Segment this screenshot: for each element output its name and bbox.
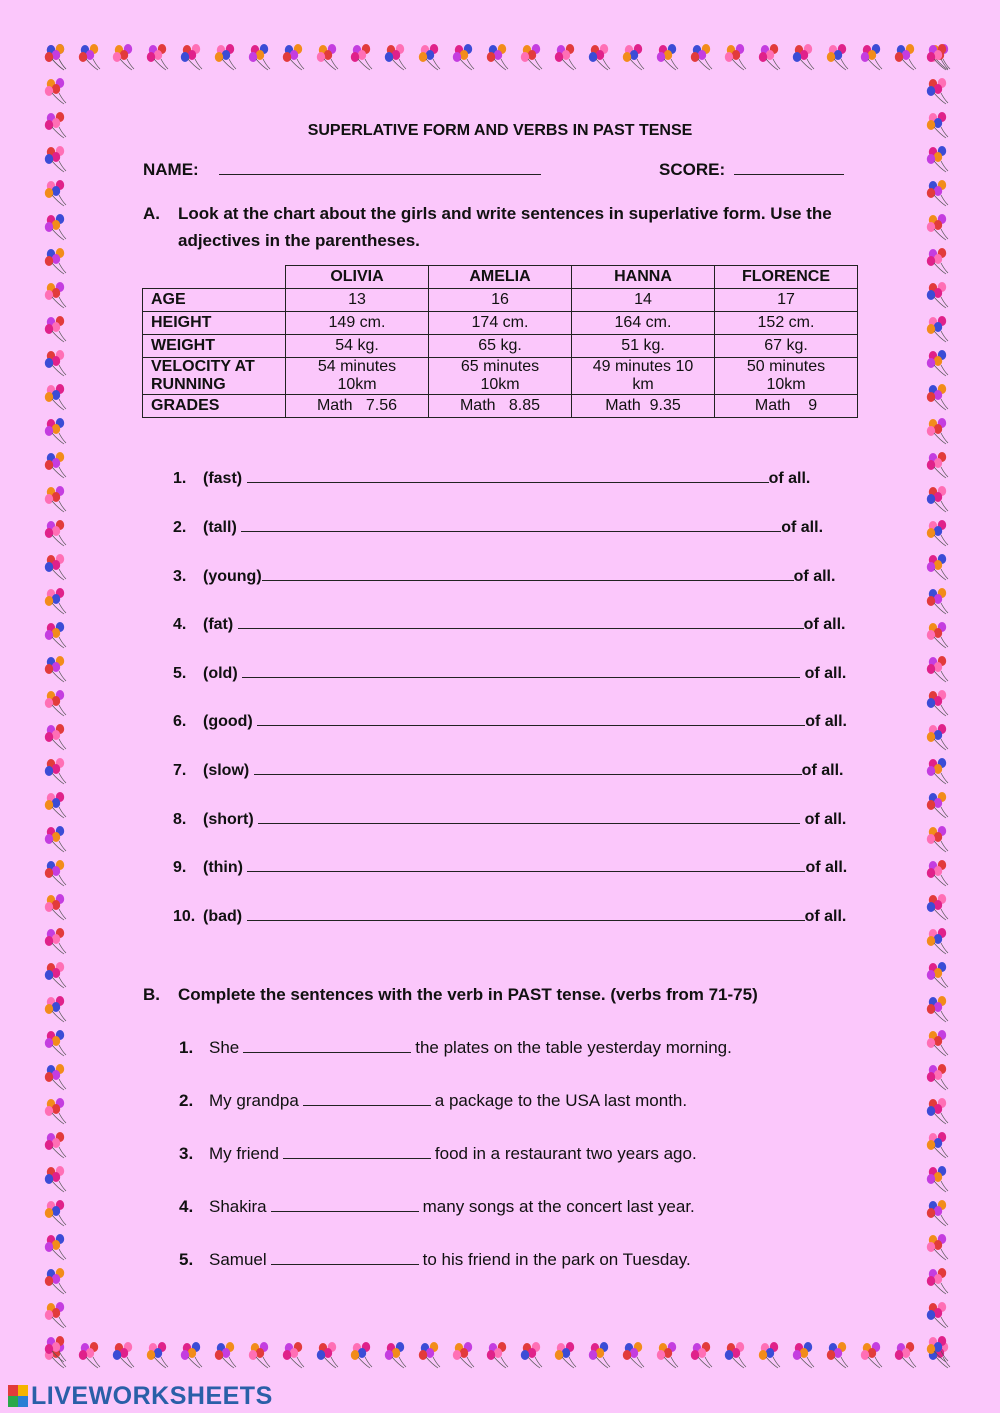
table-cell: 149 cm.: [286, 312, 429, 335]
balloon-icon: [45, 1064, 66, 1090]
balloon-border-right: [922, 40, 958, 1374]
balloon-icon: [861, 1342, 882, 1368]
exercise-ending: of all.: [801, 762, 844, 779]
balloon-icon: [45, 860, 66, 886]
balloon-icon: [657, 1342, 678, 1368]
balloon-icon: [927, 962, 948, 988]
exercise-number: 5.: [179, 1250, 194, 1269]
exercise-number: 2.: [173, 519, 187, 536]
balloon-icon: [45, 588, 66, 614]
balloon-icon: [927, 1336, 948, 1362]
balloon-icon: [45, 350, 66, 376]
sentence-end: to his friend in the park on Tuesday.: [422, 1250, 691, 1269]
balloon-icon: [589, 1342, 610, 1368]
sentence-start: My grandpa: [209, 1091, 299, 1110]
balloon-icon: [487, 1342, 508, 1368]
verb-blank[interactable]: [271, 1197, 419, 1212]
balloon-icon: [827, 1342, 848, 1368]
section-b-instruction: [143, 985, 758, 1005]
balloon-icon: [927, 928, 948, 954]
balloon-border-left: [40, 40, 76, 1374]
answer-blank[interactable]: [247, 468, 769, 483]
exercise-ending: of all.: [768, 470, 811, 487]
balloon-icon: [113, 44, 134, 70]
brand-name: LIVEWORKSHEETS: [31, 1381, 273, 1410]
balloon-icon: [927, 214, 948, 240]
exercise-b-1: [179, 1038, 732, 1058]
exercise-a-7: [173, 760, 843, 780]
balloon-icon: [453, 44, 474, 70]
balloon-icon: [927, 282, 948, 308]
balloon-icon: [79, 44, 100, 70]
sentence-end: the plates on the table yesterday morning.: [415, 1038, 732, 1057]
balloon-icon: [927, 316, 948, 342]
balloon-icon: [45, 146, 66, 172]
name-label: NAME:: [143, 160, 199, 179]
table-cell: 16: [429, 289, 572, 312]
table-row: [143, 312, 858, 335]
balloon-icon: [45, 78, 66, 104]
balloon-icon: [927, 350, 948, 376]
exercise-ending: of all.: [803, 616, 846, 633]
table-cell: Math 8.85: [429, 395, 572, 418]
balloon-icon: [927, 1302, 948, 1328]
answer-blank[interactable]: [238, 614, 804, 629]
column-header: OLIVIA: [286, 266, 429, 289]
exercise-a-10: [173, 906, 846, 926]
table-cell: 174 cm.: [429, 312, 572, 335]
balloon-icon: [725, 1342, 746, 1368]
exercise-adjective: (old): [203, 665, 238, 682]
balloon-icon: [45, 1268, 66, 1294]
answer-blank[interactable]: [241, 517, 781, 532]
balloon-icon: [927, 622, 948, 648]
balloon-icon: [249, 44, 270, 70]
worksheet-title: SUPERLATIVE FORM AND VERBS IN PAST TENSE: [307, 122, 693, 139]
table-cell: 54 kg.: [286, 335, 429, 358]
score-blank[interactable]: [734, 160, 844, 175]
table-cell: Math 9: [715, 395, 858, 418]
exercise-number: 7.: [173, 762, 187, 779]
balloon-icon: [45, 316, 66, 342]
table-cell: 65 kg.: [429, 335, 572, 358]
balloon-icon: [927, 1098, 948, 1124]
section-a-label: A.: [143, 204, 160, 223]
balloon-icon: [555, 44, 576, 70]
exercise-adjective: (slow): [203, 762, 250, 779]
exercise-ending: of all.: [804, 665, 847, 682]
exercise-ending: of all.: [805, 713, 847, 730]
balloon-icon: [45, 520, 66, 546]
answer-blank[interactable]: [242, 663, 800, 678]
exercise-ending: of all.: [793, 568, 836, 585]
balloon-icon: [45, 656, 66, 682]
exercise-ending: of all.: [805, 859, 848, 876]
balloon-icon: [45, 282, 66, 308]
balloon-icon: [927, 1064, 948, 1090]
balloon-icon: [45, 1234, 66, 1260]
table-cell: 13: [286, 289, 429, 312]
row-header: GRADES: [143, 395, 286, 418]
balloon-icon: [351, 1342, 372, 1368]
cell-line: 54 minutes: [317, 358, 397, 375]
balloon-icon: [927, 44, 948, 70]
table-row: [143, 289, 858, 312]
table-cell: 152 cm.: [715, 312, 858, 335]
balloon-icon: [927, 1132, 948, 1158]
exercise-adjective: (tall): [203, 519, 237, 536]
balloon-border-top: [40, 40, 958, 76]
table-row: [143, 358, 858, 395]
balloon-icon: [623, 1342, 644, 1368]
cell-line: 50 minutes: [746, 358, 826, 375]
exercise-a-6: [173, 711, 847, 731]
balloon-icon: [181, 1342, 202, 1368]
exercise-adjective: (short): [203, 811, 254, 828]
exercise-a-4: [173, 614, 845, 634]
exercise-number: 8.: [173, 811, 187, 828]
balloon-icon: [419, 1342, 440, 1368]
balloon-border-bottom: [40, 1338, 958, 1374]
balloon-icon: [927, 1234, 948, 1260]
balloon-icon: [927, 996, 948, 1022]
balloon-icon: [895, 1342, 916, 1368]
balloon-icon: [589, 44, 610, 70]
cell-line: 65 minutes: [460, 358, 540, 375]
balloon-icon: [385, 44, 406, 70]
table-cell: [715, 358, 858, 395]
exercise-number: 10.: [173, 908, 196, 925]
exercise-number: 1.: [179, 1038, 194, 1057]
verb-blank[interactable]: [283, 1144, 431, 1159]
balloon-icon: [45, 622, 66, 648]
exercise-ending: of all.: [781, 519, 824, 536]
cell-line: 10km: [480, 376, 520, 393]
section-b-text: Complete the sentences with the verb in PAST tense. (verbs from 71-75): [178, 985, 758, 1004]
exercise-number: 4.: [179, 1197, 194, 1216]
verb-blank[interactable]: [303, 1091, 431, 1106]
answer-blank[interactable]: [262, 566, 794, 581]
exercise-a-8: [173, 809, 846, 829]
balloon-icon: [45, 554, 66, 580]
balloon-icon: [45, 996, 66, 1022]
balloon-icon: [927, 792, 948, 818]
balloon-icon: [555, 1342, 576, 1368]
table-cell: 51 kg.: [572, 335, 715, 358]
balloon-icon: [453, 1342, 474, 1368]
row-header: HEIGHT: [143, 312, 286, 335]
balloon-icon: [927, 146, 948, 172]
sentence-start: Samuel: [209, 1250, 267, 1269]
exercise-b-5: [179, 1250, 691, 1270]
exercise-number: 2.: [179, 1091, 194, 1110]
name-blank[interactable]: [219, 160, 541, 175]
exercise-number: 1.: [173, 470, 187, 487]
exercise-b-3: [179, 1144, 697, 1164]
balloon-icon: [487, 44, 508, 70]
table-cell: 14: [572, 289, 715, 312]
exercise-b-4: [179, 1197, 695, 1217]
balloon-icon: [657, 44, 678, 70]
balloon-icon: [759, 1342, 780, 1368]
cell-line: km: [632, 376, 654, 393]
verb-blank[interactable]: [243, 1038, 411, 1053]
balloon-icon: [283, 1342, 304, 1368]
balloon-icon: [927, 520, 948, 546]
balloon-icon: [45, 894, 66, 920]
logo-icon: [8, 1385, 28, 1407]
girls-chart: [142, 265, 858, 418]
balloon-icon: [45, 418, 66, 444]
exercise-a-5: [173, 663, 846, 683]
balloon-icon: [691, 44, 712, 70]
exercise-adjective: (bad): [203, 908, 243, 925]
answer-blank[interactable]: [247, 857, 805, 872]
answer-blank[interactable]: [247, 906, 805, 921]
balloon-icon: [45, 826, 66, 852]
balloon-icon: [691, 1342, 712, 1368]
table-cell: [429, 358, 572, 395]
name-field[interactable]: [143, 160, 541, 180]
column-header: FLORENCE: [715, 266, 858, 289]
balloon-icon: [249, 1342, 270, 1368]
sentence-end: food in a restaurant two years ago.: [434, 1144, 697, 1163]
exercise-number: 3.: [173, 568, 187, 585]
balloon-icon: [45, 44, 66, 70]
table-corner: [143, 266, 286, 289]
cell-line: 10km: [337, 376, 377, 393]
liveworksheets-logo[interactable]: [8, 1382, 273, 1410]
balloon-icon: [927, 1200, 948, 1226]
exercise-adjective: (young): [203, 568, 262, 585]
instruction-line-1: Look at the chart about the girls and write sentences in superlative form. Use the: [178, 204, 832, 223]
column-header: AMELIA: [429, 266, 572, 289]
balloon-icon: [861, 44, 882, 70]
exercise-b-2: [179, 1091, 687, 1111]
balloon-icon: [45, 1030, 66, 1056]
sentence-start: My friend: [209, 1144, 279, 1163]
cell-line: 10km: [766, 376, 806, 393]
balloon-icon: [147, 44, 168, 70]
table-cell: [286, 358, 429, 395]
row-header-line: RUNNING: [151, 376, 226, 393]
balloon-icon: [385, 1342, 406, 1368]
balloon-icon: [45, 384, 66, 410]
balloon-icon: [927, 758, 948, 784]
balloon-icon: [927, 554, 948, 580]
balloon-icon: [45, 452, 66, 478]
exercise-a-9: [173, 857, 847, 877]
section-a-instruction: [143, 200, 863, 254]
row-header-line: VELOCITY AT: [151, 358, 255, 375]
balloon-icon: [793, 44, 814, 70]
balloon-icon: [45, 180, 66, 206]
balloon-icon: [79, 1342, 100, 1368]
balloon-icon: [45, 1166, 66, 1192]
exercise-a-1: [173, 468, 810, 488]
table-cell: 164 cm.: [572, 312, 715, 335]
balloon-icon: [45, 214, 66, 240]
balloon-icon: [827, 44, 848, 70]
balloon-icon: [793, 1342, 814, 1368]
table-cell: [572, 358, 715, 395]
exercise-adjective: (fast): [203, 470, 243, 487]
exercise-adjective: (good): [203, 713, 253, 730]
exercise-ending: of all.: [804, 908, 847, 925]
score-label: SCORE:: [659, 160, 726, 179]
balloon-icon: [45, 928, 66, 954]
exercise-a-3: [173, 566, 835, 586]
balloon-icon: [725, 44, 746, 70]
table-row: [143, 335, 858, 358]
balloon-icon: [927, 724, 948, 750]
balloon-icon: [45, 1098, 66, 1124]
balloon-icon: [45, 962, 66, 988]
balloon-icon: [215, 44, 236, 70]
balloon-icon: [927, 418, 948, 444]
sentence-end: many songs at the concert last year.: [422, 1197, 695, 1216]
instruction-line-2: adjectives in the parentheses.: [178, 231, 420, 250]
sentence-start: She: [209, 1038, 240, 1057]
balloon-icon: [759, 44, 780, 70]
balloon-icon: [419, 44, 440, 70]
exercise-number: 3.: [179, 1144, 194, 1163]
balloon-icon: [45, 1200, 66, 1226]
answer-blank[interactable]: [258, 809, 800, 824]
balloon-icon: [45, 792, 66, 818]
balloon-icon: [283, 44, 304, 70]
balloon-icon: [623, 44, 644, 70]
balloon-icon: [45, 248, 66, 274]
balloon-icon: [895, 44, 916, 70]
balloon-icon: [927, 384, 948, 410]
balloon-icon: [181, 44, 202, 70]
balloon-icon: [927, 588, 948, 614]
balloon-icon: [215, 1342, 236, 1368]
cell-line: 49 minutes 10: [592, 358, 694, 375]
balloon-icon: [927, 860, 948, 886]
balloon-icon: [45, 690, 66, 716]
exercise-number: 5.: [173, 665, 187, 682]
exercise-adjective: (thin): [203, 859, 243, 876]
balloon-icon: [45, 724, 66, 750]
balloon-icon: [45, 486, 66, 512]
exercise-adjective: (fat): [203, 616, 234, 633]
verb-blank[interactable]: [271, 1250, 419, 1265]
row-header: [143, 358, 286, 395]
answer-blank[interactable]: [257, 711, 805, 726]
score-field[interactable]: [659, 160, 844, 180]
exercise-a-2: [173, 517, 823, 537]
balloon-icon: [927, 248, 948, 274]
exercise-ending: of all.: [804, 811, 847, 828]
column-header: HANNA: [572, 266, 715, 289]
balloon-icon: [45, 1336, 66, 1362]
section-b-label: B.: [143, 985, 160, 1004]
table-cell: Math 9.35: [572, 395, 715, 418]
balloon-icon: [45, 758, 66, 784]
balloon-icon: [317, 44, 338, 70]
sentence-end: a package to the USA last month.: [434, 1091, 688, 1110]
balloon-icon: [113, 1342, 134, 1368]
balloon-icon: [521, 44, 542, 70]
balloon-icon: [927, 894, 948, 920]
exercise-number: 4.: [173, 616, 187, 633]
balloon-icon: [927, 826, 948, 852]
balloon-icon: [927, 452, 948, 478]
balloon-icon: [351, 44, 372, 70]
balloon-icon: [317, 1342, 338, 1368]
row-header: AGE: [143, 289, 286, 312]
balloon-icon: [927, 1030, 948, 1056]
balloon-icon: [927, 78, 948, 104]
table-cell: 17: [715, 289, 858, 312]
balloon-icon: [927, 690, 948, 716]
balloon-icon: [521, 1342, 542, 1368]
balloon-icon: [927, 1268, 948, 1294]
exercise-number: 6.: [173, 713, 187, 730]
table-row: [143, 395, 858, 418]
balloon-icon: [147, 1342, 168, 1368]
row-header: WEIGHT: [143, 335, 286, 358]
balloon-icon: [927, 656, 948, 682]
balloon-icon: [45, 1302, 66, 1328]
sentence-start: Shakira: [209, 1197, 267, 1216]
balloon-icon: [927, 486, 948, 512]
exercise-number: 9.: [173, 859, 187, 876]
balloon-icon: [927, 1166, 948, 1192]
answer-blank[interactable]: [254, 760, 802, 775]
balloon-icon: [45, 1132, 66, 1158]
table-cell: Math 7.56: [286, 395, 429, 418]
balloon-icon: [927, 180, 948, 206]
table-cell: 67 kg.: [715, 335, 858, 358]
